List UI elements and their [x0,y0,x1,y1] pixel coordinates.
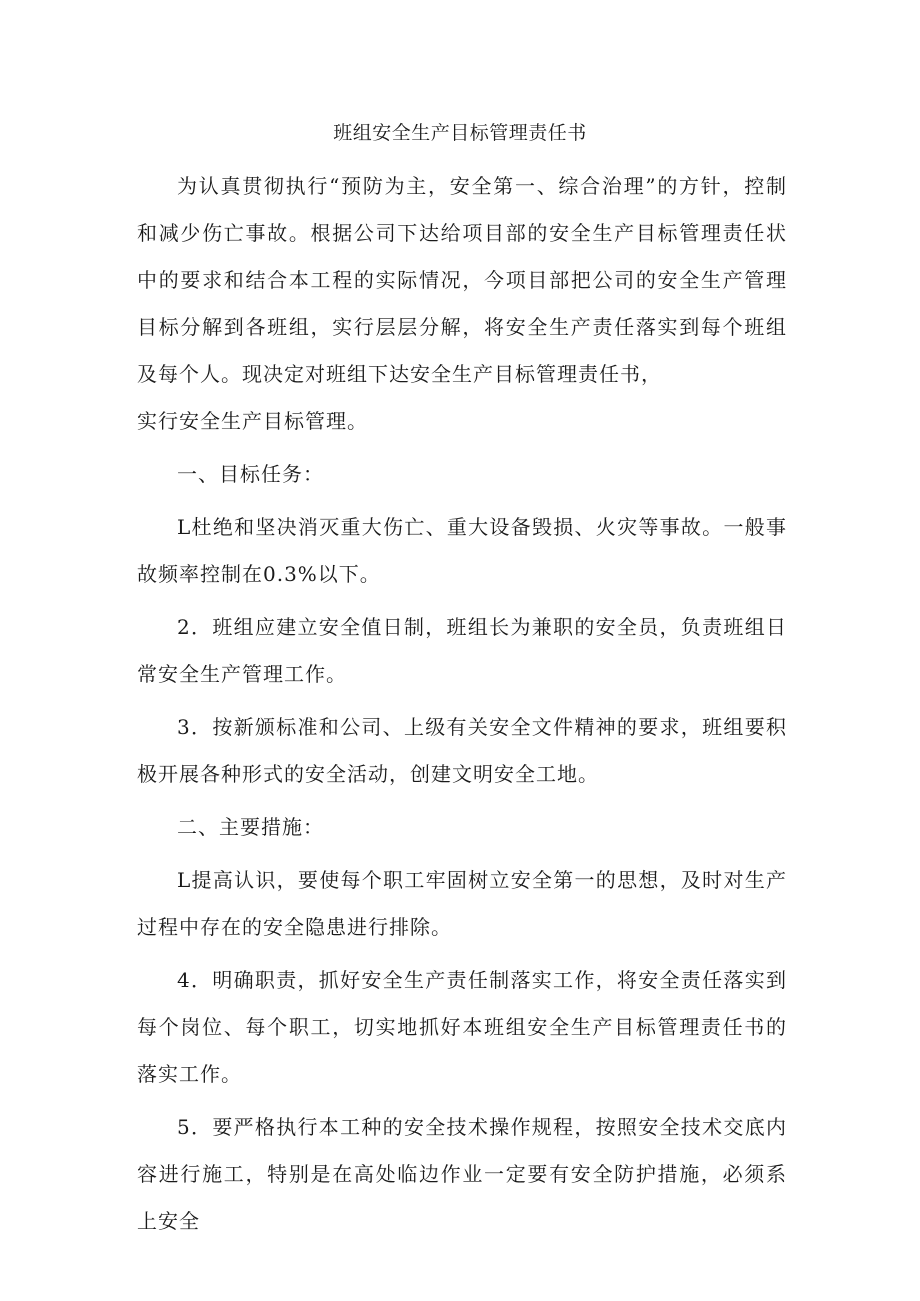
intro-tail-paragraph: 实行安全生产目标管理。 [137,409,368,433]
target-item-1: L杜绝和坚决消灭重大伤亡、重大设备毁损、火灾等事故。一般事故频率控制在0.3%以下。 [137,515,787,586]
intro-paragraph: 为认真贯彻执行“预防为主，安全第一、综合治理”的方针，控制和减少伤亡事故。根据公司下达给项目部的安全生产目标管理责任状中的要求和结合本工程的实际情况，今项目部把公司的安全生产管理目标分解到各班组，实行层层分解，将安全生产责任落实到每个班组及每个人。现决定对班组下达安全生产目标管理责任书， [137,174,787,386]
document-title: 班组安全生产目标管理责任书 [333,122,587,144]
section-heading-measures: 二、主要措施： [177,815,324,839]
section-heading-targets: 一、目标任务： [177,462,324,486]
target-item-2: 2．班组应建立安全值日制，班组长为兼职的安全员，负责班组日常安全生产管理工作。 [137,615,787,686]
measure-item-3: 5．要严格执行本工种的安全技术操作规程，按照安全技术交底内容进行施工，特别是在高处临边作业一定要有安全防护措施，必须系上安全 [137,1115,787,1233]
target-item-3: 3．按新颁标准和公司、上级有关安全文件精神的要求，班组要积极开展各种形式的安全活动，创建文明安全工地。 [137,715,787,786]
measure-item-2: 4．明确职责，抓好安全生产责任制落实工作，将安全责任落实到每个岗位、每个职工，切实地抓好本班组安全生产目标管理责任书的落实工作。 [137,968,787,1086]
document-body [137,163,787,1251]
measure-item-1: L提高认识，要使每个职工牢固树立安全第一的思想，及时对生产过程中存在的安全隐患进行排除。 [137,868,787,939]
